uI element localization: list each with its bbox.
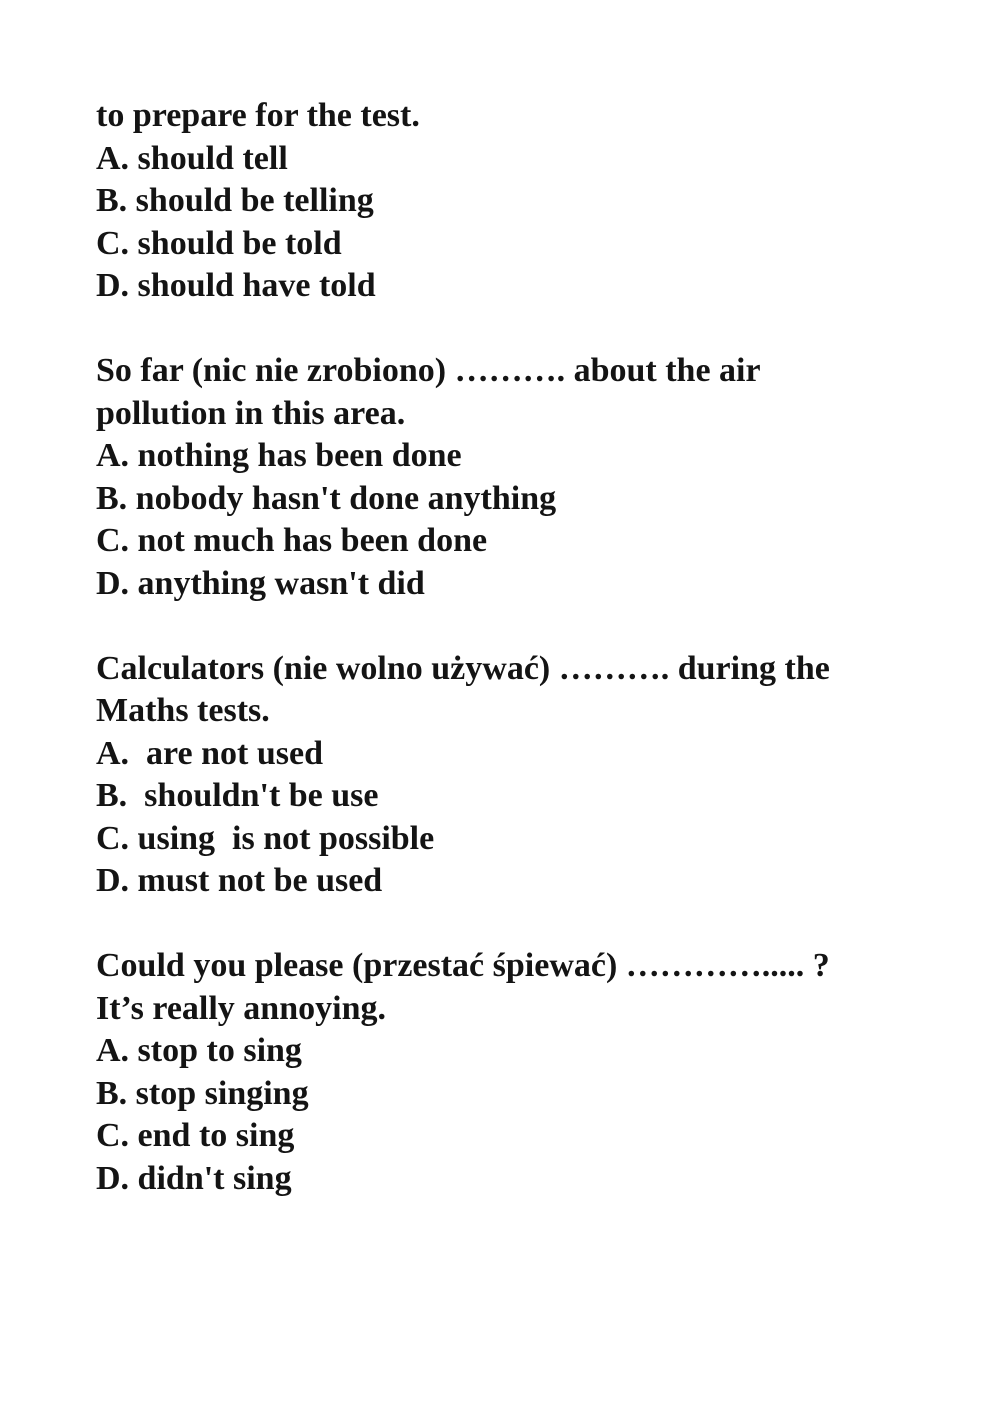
worksheet-page: [96, 95, 976, 1243]
option-c: C. end to sing: [96, 1117, 295, 1154]
question-stem-line: to prepare for the test.: [96, 97, 420, 134]
option-b: B. should be telling: [96, 182, 374, 219]
option-d: D. anything wasn't did: [96, 564, 425, 602]
option-c: C. should be told: [96, 224, 342, 262]
option-b: B. shouldn't be use: [96, 777, 379, 814]
question-stem-line: So far (nic nie zrobiono) ………. about the air: [96, 352, 761, 389]
option-a: A. are not used: [96, 734, 323, 772]
question-2: [96, 350, 976, 605]
option-c: C. using is not possible: [96, 819, 435, 857]
question-stem-line: Calculators (nie wolno używać) ………. during the: [96, 649, 830, 687]
option-d: D. didn't sing: [96, 1159, 292, 1197]
question-stem-line: pollution in this area.: [96, 394, 406, 432]
question-stem-line: Could you please (przestać śpiewać) …………..... ?: [96, 947, 830, 984]
option-d: D. must not be used: [96, 862, 383, 899]
option-b: B. stop singing: [96, 1074, 309, 1112]
question-stem-line: Maths tests.: [96, 692, 270, 729]
question-3: [96, 648, 976, 903]
option-a: A. nothing has been done: [96, 437, 462, 474]
question-1: [96, 95, 976, 308]
option-a: A. should tell: [96, 139, 288, 177]
option-d: D. should have told: [96, 267, 376, 304]
question-stem-line: It’s really annoying.: [96, 989, 386, 1027]
option-b: B. nobody hasn't done anything: [96, 479, 557, 517]
option-a: A. stop to sing: [96, 1032, 302, 1069]
question-4: [96, 945, 976, 1200]
option-c: C. not much has been done: [96, 522, 488, 559]
